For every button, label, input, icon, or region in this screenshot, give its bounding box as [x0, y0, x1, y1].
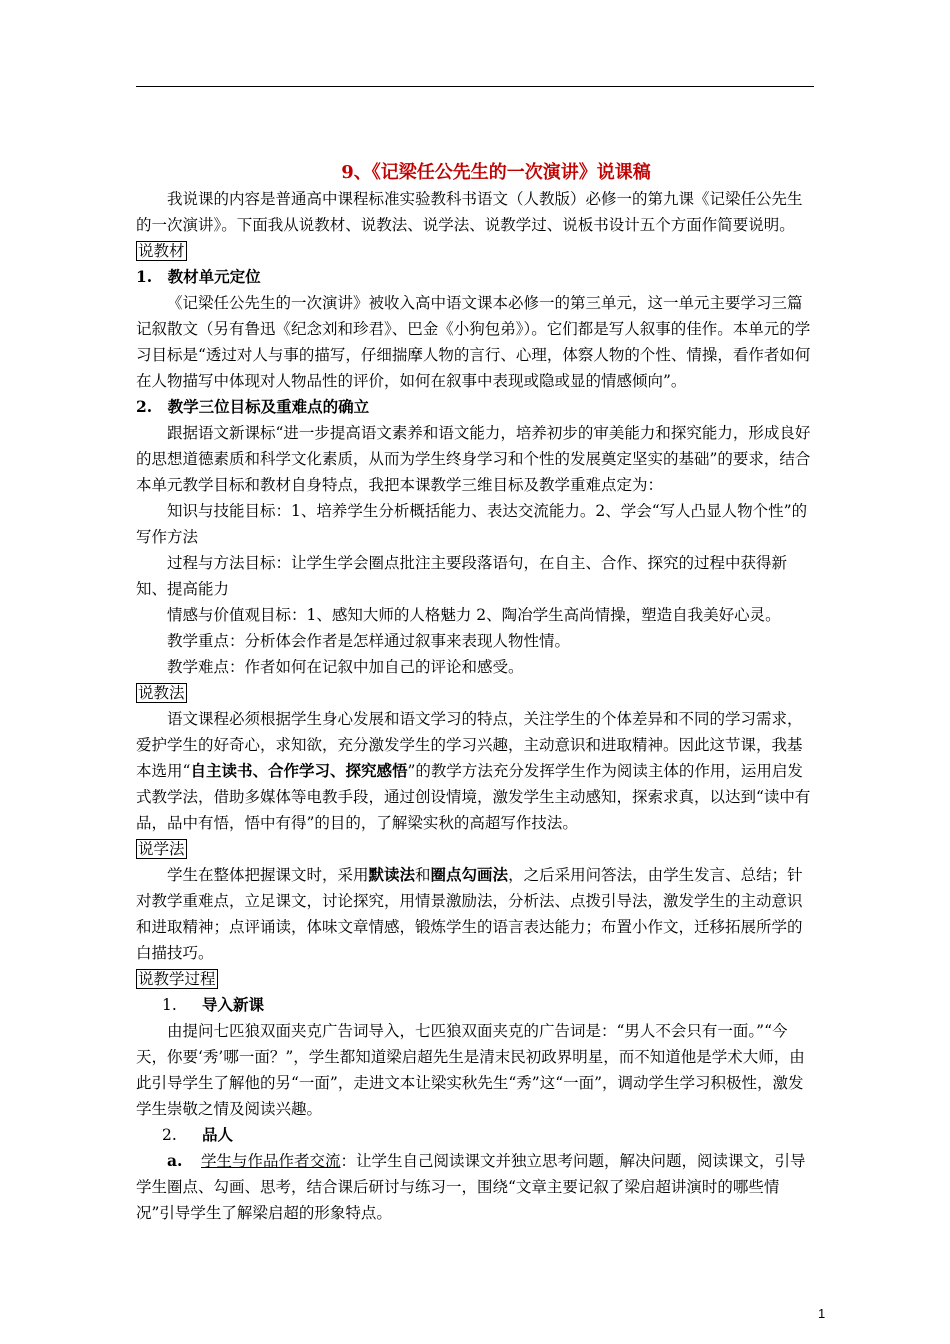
section-label-methods: 说教法 — [138, 684, 185, 702]
learning-bold-2: 圈点勾画法 — [430, 865, 509, 884]
goal-process: 过程与方法目标：让学生学会圈点批注主要段落语句，在自主、合作、探究的过程中获得新知、提高能力 — [136, 554, 788, 598]
teaching-difficulty: 教学难点：作者如何在记叙中加自己的评论和感受。 — [167, 658, 524, 676]
paragraph-goals-intro: 跟据语文新课标“进一步提高语文素养和语文能力，培养初步的审美能力和探究能力，形成良好的思想道德素质和科学文化素质，从而为学生终身学习和个性的发展奠定坚实的基础”的要求，结合本单元教学目标和教材自身特点，我把本课教学三维目标及教学重难点定为： — [136, 424, 811, 494]
methods-text-a: 语文课程必须根据学生身心发展和语文学习的特点，关注学生的个体差异和不同的学习需求，爱护学生的好奇心，求知欲，充分激发学生的学习兴趣，主动意识和进取精神。因此这节课，我基本选用“ — [136, 710, 803, 780]
learning-text-c: 和 — [415, 866, 431, 884]
intro-paragraph: 我说课的内容是普通高中课程标准实验教科书语文（人教版）必修一的第九课《记梁任公先生的一次演讲》。下面我从说教材、说教法、说学法、说教学过、说板书设计五个方面作简要说明。 — [136, 190, 803, 234]
heading-unit-position: 1. 教材单元定位 — [136, 267, 261, 286]
learning-text-a: 学生在整体把握课文时，采用 — [167, 866, 369, 884]
page-number: 1 — [818, 1306, 826, 1321]
methods-text-c: ”的教学方法充分发挥学生作为阅读主体的作用，运用启发式教学法，借助多媒体等电教手段，通过创设情境，激发学生主动感知，探索求真，以达到“读中有品，品中有悟，悟中有得”的目的，了解梁实秋的高超写作技法。 — [136, 762, 811, 832]
document-title: 9、《记梁任公先生的一次演讲》说课稿 — [341, 162, 651, 183]
paragraph-intro-lesson: 由提问七匹狼双面夹克广告词导入，七匹狼双面夹克的广告词是：“男人不会只有一面。”“今天，你要‘秀’哪一面？”，学生都知道梁启超先生是清末民初政界明星，而不知道他是学术大师，由此引导学生了解他的另“一面”，走进文本让梁实秋先生“秀”这“一面”，调动学生学习积极性，激发学生崇敬之情及阅读兴趣。 — [136, 1022, 805, 1118]
heading-character — [136, 1122, 816, 1148]
paragraph-character-a — [136, 1148, 816, 1226]
heading-intro-lesson — [136, 992, 816, 1018]
section-label-learning: 说学法 — [138, 840, 185, 858]
item-a-text: ：让学生自己阅读课文并独立思考问题，解决问题，阅读课文，引导学生圈点、勾画、思考，结合课后研讨与练习一，围绕“文章主要记叙了梁启超讲演时的哪些情况”引导学生了解梁启超的形象特点。 — [136, 1152, 806, 1222]
teaching-key-point: 教学重点：分析体会作者是怎样通过叙事来表现人物性情。 — [167, 632, 571, 650]
heading-character-text: 品人 — [202, 1125, 234, 1144]
heading-intro-number: 1. — [162, 996, 177, 1014]
paragraph-unit-position: 《记梁任公先生的一次演讲》被收入高中语文课本必修一的第三单元，这一单元主要学习三篇记叙散文（另有鲁迅《纪念刘和珍君》、巴金《小狗包弟》）。它们都是写人叙事的佳作。本单元的学习目标是“透过对人与事的描写，仔细揣摩人物的言行、心理，体察人物的个性、情操，看作者如何在人物描写中体现对人物品性的评价，如何在叙事中表现或隐或显的情感倾向”。 — [136, 294, 811, 390]
paragraph-learning-methods — [136, 862, 816, 966]
section-label-textbook: 说教材 — [138, 242, 185, 260]
heading-teaching-goals: 2. 教学三位目标及重难点的确立 — [136, 397, 370, 416]
section-label-process: 说教学过程 — [138, 970, 216, 988]
document-body — [136, 160, 816, 1226]
paragraph-teaching-methods — [136, 706, 816, 836]
goal-knowledge: 知识与技能目标：1、培养学生分析概括能力、表达交流能力。2、学会“写人凸显人物个性”的写作方法 — [136, 502, 808, 546]
goal-emotion: 情感与价值观目标：1、感知大师的人格魅力 2、陶冶学生高尚情操，塑造自我美好心灵。 — [167, 606, 781, 624]
header-rule — [136, 86, 814, 87]
item-a-underlined: 学生与作品作者交流 — [201, 1152, 341, 1170]
learning-text-e: ，之后采用问答法，由学生发言、总结；针对教学重难点，立足课文，讨论探究，用情景激励法，分析法、点拨引导法，激发学生的主动意识和进取精神；点评诵读，体味文章情感，锻炼学生的语言表达能力；布置小作文，迁移拓展所学的白描技巧。 — [136, 866, 803, 962]
item-a-label: a. — [167, 1151, 183, 1170]
heading-character-number: 2. — [162, 1126, 177, 1144]
learning-bold-1: 默读法 — [368, 865, 416, 884]
heading-intro-text: 导入新课 — [202, 995, 265, 1014]
methods-bold: 自主读书、合作学习、探究感悟 — [190, 761, 408, 780]
